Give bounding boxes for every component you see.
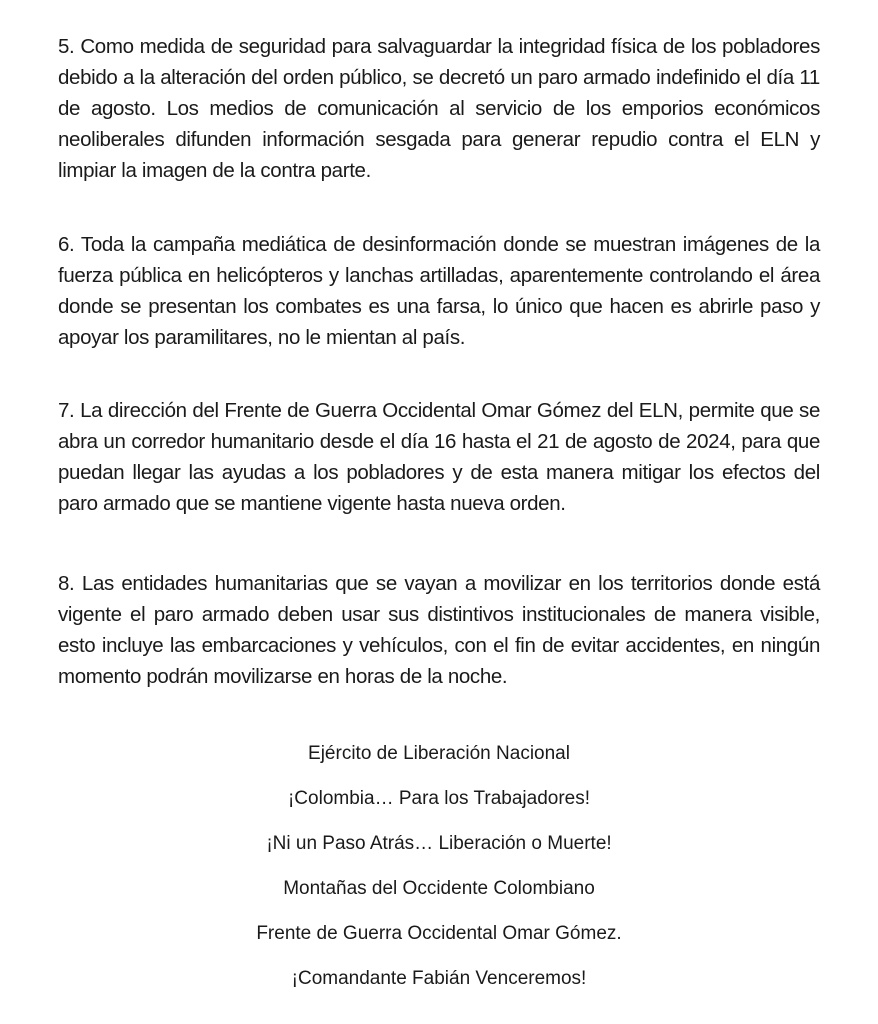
closing-commander-slogan: ¡Comandante Fabián Venceremos!: [291, 968, 587, 989]
closing-signature-block: [0, 740, 878, 1010]
closing-location: Montañas del Occidente Colombiano: [283, 878, 595, 899]
paragraph-8: 8. Las entidades humanitarias que se vayan a movilizar en los territorios donde está vigente el paro armado deben usar sus distintivos institucionales de manera visible, esto incluye las embarcaciones y vehículos, con el fin de evitar accidentes, en ningún momento podrán movilizarse en horas de la noche.: [58, 572, 820, 688]
paragraph-5: 5. Como medida de seguridad para salvaguardar la integridad física de los pobladores debido a la alteración del orden público, se decretó un paro armado indefinido el día 11 de agosto. Los medios de comunicación al servicio de los emporios económicos neoliberales difunden información sesgada para generar repudio contra el ELN y limpiar la imagen de la contra parte.: [58, 35, 820, 182]
paragraph-6: 6. Toda la campaña mediática de desinformación donde se muestran imágenes de la fuerza pública en helicópteros y lanchas artilladas, aparentemente controlando el área donde se presentan los combates es una farsa, lo único que hacen es abrirle paso y apoyar los paramilitares, no le mientan al país.: [58, 233, 820, 349]
closing-slogan-ni-un-paso: ¡Ni un Paso Atrás… Liberación o Muerte!: [266, 833, 612, 854]
closing-slogan-colombia: ¡Colombia… Para los Trabajadores!: [287, 788, 591, 809]
closing-organization-name: Ejército de Liberación Nacional: [308, 743, 570, 764]
closing-front-name: Frente de Guerra Occidental Omar Gómez.: [256, 923, 622, 944]
paragraph-7: 7. La dirección del Frente de Guerra Occidental Omar Gómez del ELN, permite que se abra un corredor humanitario desde el día 16 hasta el 21 de agosto de 2024, para que puedan llegar las ayudas a los pobladores y de esta manera mitigar los efectos del paro armado que se mantiene vigente hasta nueva orden.: [58, 399, 820, 515]
